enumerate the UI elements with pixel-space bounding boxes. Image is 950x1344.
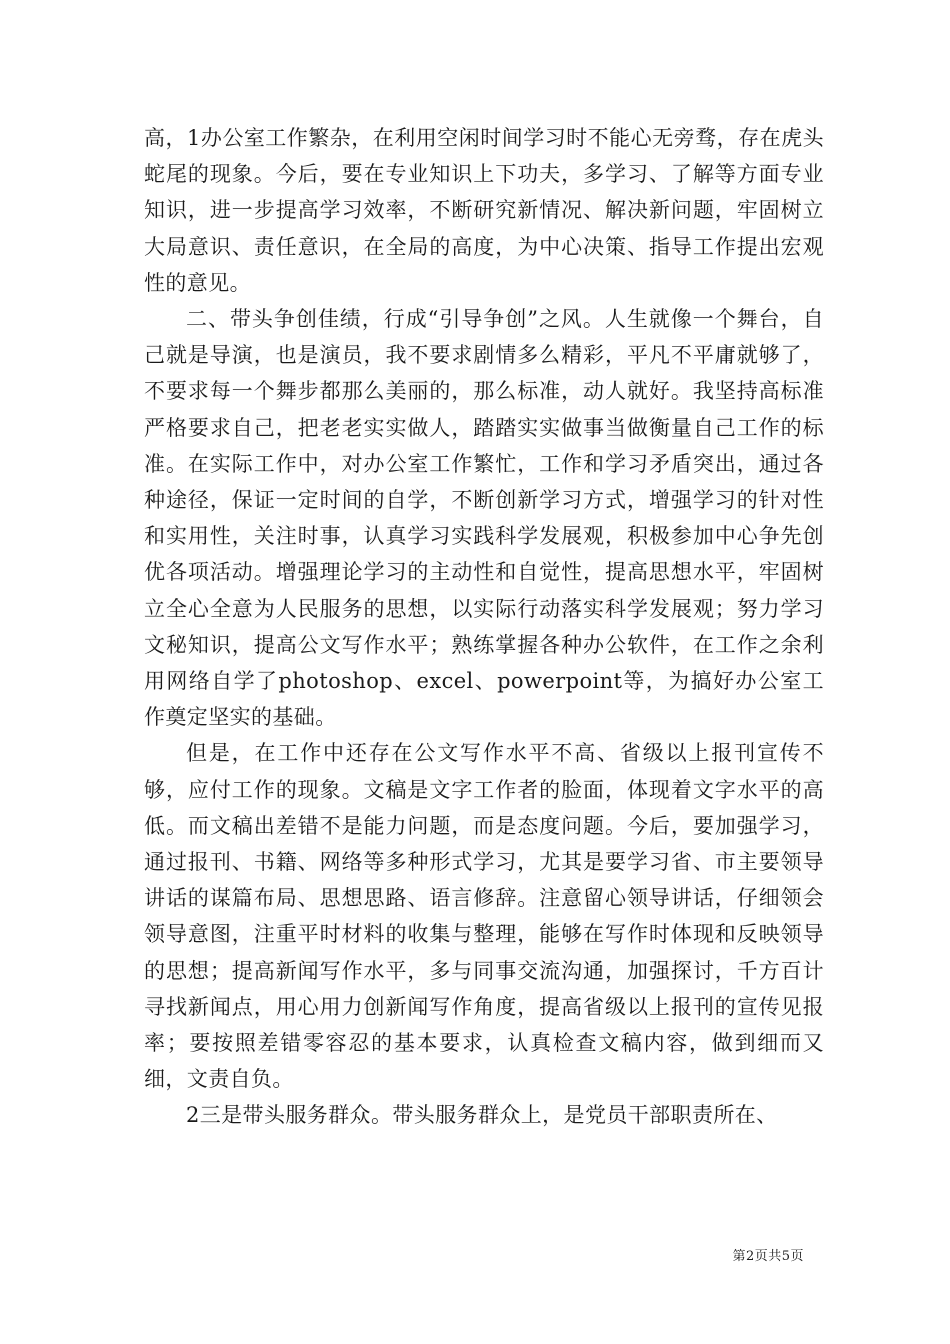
document-body bbox=[144, 120, 824, 1134]
paragraph-2: 二、带头争创佳绩，行成“引导争创”之风。人生就像一个舞台，自己就是导演，也是演员，我不要求剧情多么精彩，平凡不平庸就够了，不要求每一个舞步都那么美丽的，那么标准，动人就好。我坚持高标准严格要求自己，把老老实实做人，踏踏实实做事当做衡量自己工作的标准。在实际工作中，对办公室工作繁忙，工作和学习矛盾突出，通过各种途径，保证一定时间的自学，不断创新学习方式，增强学习的针对性和实用性，关注时事，认真学习实践科学发展观，积极参加中心争先创优各项活动。增强理论学习的主动性和自觉性，提高思想水平，牢固树立全心全意为人民服务的思想，以实际行动落实科学发展观；努力学习文秘知识，提高公文写作水平；熟练掌握各种办公软件，在工作之余利用网络自学了photoshop、excel、powerpoint等，为搞好办公室工作奠定坚实的基础。 bbox=[144, 307, 824, 730]
paragraph-3: 但是，在工作中还存在公文写作水平不高、省级以上报刊宣传不够，应付工作的现象。文稿是文字工作者的脸面，体现着文字水平的高低。而文稿出差错不是能力问题，而是态度问题。今后，要加强学习，通过报刊、书籍、网络等多种形式学习，尤其是要学习省、市主要领导讲话的谋篇布局、思想思路、语言修辞。注意留心领导讲话，仔细领会领导意图，注重平时材料的收集与整理，能够在写作时体现和反映领导的思想；提高新闻写作水平，多与同事交流沟通，加强探讨，千方百计寻找新闻点，用心用力创新闻写作角度，提高省级以上报刊的宣传见报率；要按照差错零容忍的基本要求，认真检查文稿内容，做到细而又细，文责自负。 bbox=[144, 741, 824, 1092]
page-number-footer: 第2页共5页 bbox=[732, 1249, 804, 1264]
paragraph-1: 高，1办公室工作繁杂，在利用空闲时间学习时不能心无旁骛，存在虎头蛇尾的现象。今后，要在专业知识上下功夫，多学习、了解等方面专业知识，进一步提高学习效率，不断研究新情况、解决新问题，牢固树立大局意识、责任意识，在全局的高度，为中心决策、指导工作提出宏观性的意见。 bbox=[144, 126, 824, 295]
paragraph-4: 2三是带头服务群众。带头服务群众上，是党员干部职责所在、 bbox=[186, 1103, 778, 1128]
